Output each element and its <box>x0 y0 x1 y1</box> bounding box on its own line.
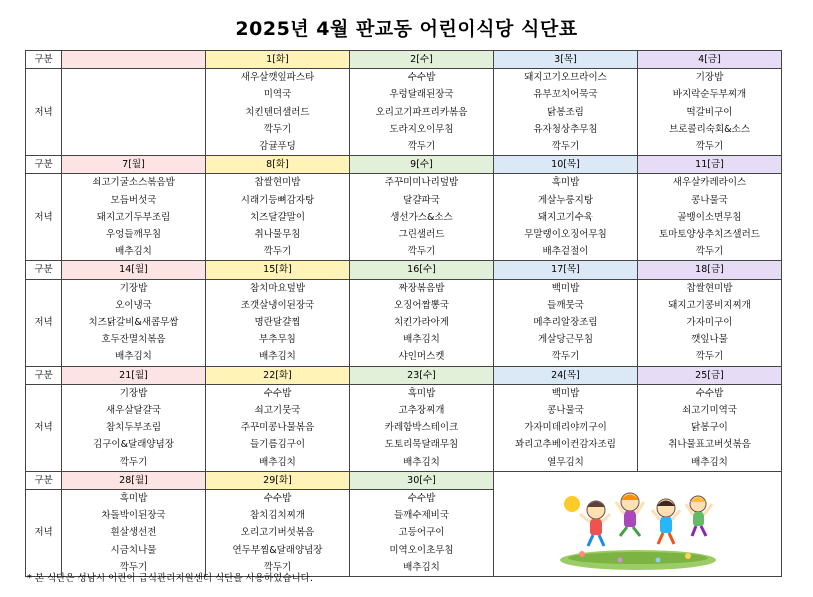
menu-item: 그린샐러드 <box>398 229 445 241</box>
date-cell: 9[수] <box>350 156 494 174</box>
menu-item: 부추무침 <box>259 334 296 346</box>
menu-item: 도라지오이무침 <box>389 123 454 135</box>
menu-item: 유부꼬치어묵국 <box>533 89 598 101</box>
menu-item: 깍두기 <box>551 141 580 153</box>
menu-item: 치즈달걀말이 <box>249 211 306 223</box>
menu-item: 미역오이초무침 <box>389 544 454 556</box>
kids-jumping-illustration <box>538 474 738 574</box>
menu-cell <box>638 384 782 471</box>
date-cell: 7[월] <box>62 156 206 174</box>
menu-item: 모듬버섯국 <box>110 194 157 206</box>
menu-item: 깍두기 <box>695 141 724 153</box>
menu-item: 참치김치찌개 <box>249 510 306 522</box>
menu-cell <box>350 174 494 261</box>
menu-item: 배추김치 <box>115 246 152 258</box>
menu-cell <box>350 384 494 471</box>
menu-cell <box>638 69 782 156</box>
date-cell: 24[목] <box>494 366 638 384</box>
menu-item: 배추김치 <box>403 456 440 468</box>
menu-cell <box>62 384 206 471</box>
menu-item: 새우살깻잎파스타 <box>240 72 315 84</box>
menu-item: 깍두기 <box>263 561 292 573</box>
menu-item: 닭봉조림 <box>547 106 584 118</box>
menu-item: 미역국 <box>263 89 292 101</box>
menu-item: 치킨텐더샐러드 <box>245 106 310 118</box>
menu-item: 유자청상추무침 <box>533 123 598 135</box>
menu-item: 깍두기 <box>407 141 436 153</box>
date-cell: 22[화] <box>206 366 350 384</box>
menu-cell <box>206 384 350 471</box>
menu-item: 호두잔멸치볶음 <box>101 334 166 346</box>
menu-item: 고등어구이 <box>398 527 445 539</box>
menu-item: 수수밥 <box>407 493 436 505</box>
menu-item: 김구이&달래양념장 <box>93 439 174 451</box>
menu-item: 배추김치 <box>691 456 728 468</box>
menu-item: 닭봉구이 <box>691 422 728 434</box>
menu-item: 가자미구이 <box>686 317 733 329</box>
menu-item: 주꾸미미나리덮밥 <box>384 177 459 189</box>
menu-item: 생선가스&소스 <box>390 211 453 223</box>
menu-item: 깻잎나물 <box>691 334 728 346</box>
menu-item: 토마토양상추치즈샐러드 <box>659 229 760 241</box>
menu-cell <box>350 490 494 577</box>
menu-item: 조갯살냉이된장국 <box>240 299 315 311</box>
menu-item: 들깨수제비국 <box>393 510 450 522</box>
menu-item: 배추김치 <box>259 351 296 363</box>
menu-item: 바지락순두부찌개 <box>672 89 747 101</box>
menu-cell <box>350 69 494 156</box>
week-menu-row <box>26 69 782 156</box>
date-cell: 14[월] <box>62 261 206 279</box>
menu-item: 깍두기 <box>551 351 580 363</box>
row-label: 구분 <box>26 156 62 174</box>
menu-item: 배추김치 <box>115 351 152 363</box>
menu-item: 시래기등뼈감자탕 <box>240 194 315 206</box>
menu-item: 짜장볶음밥 <box>398 282 445 294</box>
menu-item: 샤인머스켓 <box>398 351 445 363</box>
menu-item: 기장밥 <box>695 72 724 84</box>
menu-cell <box>638 279 782 366</box>
row-label: 저녁 <box>26 384 62 471</box>
menu-item: 들깨뭇국 <box>547 299 584 311</box>
date-cell <box>62 51 206 69</box>
menu-item: 브로콜리숙회&소스 <box>669 123 750 135</box>
menu-cell <box>494 69 638 156</box>
date-cell: 28[월] <box>62 471 206 489</box>
menu-item: 도토리묵달래무침 <box>384 439 459 451</box>
date-cell: 8[화] <box>206 156 350 174</box>
menu-item: 깍두기 <box>695 246 724 258</box>
menu-item: 들기름김구이 <box>249 439 306 451</box>
menu-item: 오징어짬뽕국 <box>393 299 450 311</box>
date-cell: 21[월] <box>62 366 206 384</box>
menu-item: 감귤푸딩 <box>259 141 296 153</box>
menu-item: 돼지고기수육 <box>537 211 594 223</box>
menu-item: 돼지고기오므라이스 <box>524 72 607 84</box>
row-label: 구분 <box>26 261 62 279</box>
menu-item: 시금치나물 <box>110 544 157 556</box>
menu-item: 우렁달래된장국 <box>389 89 454 101</box>
menu-item: 열무김치 <box>547 456 584 468</box>
menu-item: 카레함박스테이크 <box>384 422 459 434</box>
menu-item: 흑미밥 <box>119 493 148 505</box>
menu-item: 명란달걀찜 <box>254 317 301 329</box>
date-cell: 25[금] <box>638 366 782 384</box>
menu-item: 백미밥 <box>551 387 580 399</box>
date-cell: 3[목] <box>494 51 638 69</box>
menu-item: 배추김치 <box>403 334 440 346</box>
menu-item: 참치두부조림 <box>105 422 162 434</box>
menu-item: 우엉들깨무침 <box>105 229 162 241</box>
menu-item: 꽈리고추베이컨감자조림 <box>515 439 616 451</box>
week-header-row <box>26 51 782 69</box>
menu-item: 기장밥 <box>119 282 148 294</box>
menu-item: 새우살카레라이스 <box>672 177 747 189</box>
menu-item: 오리고기버섯볶음 <box>240 527 315 539</box>
row-label: 구분 <box>26 51 62 69</box>
menu-item: 기장밥 <box>119 387 148 399</box>
menu-item: 찹쌀현미밥 <box>254 177 301 189</box>
menu-cell <box>494 174 638 261</box>
menu-item: 깍두기 <box>407 246 436 258</box>
menu-item: 치즈닭갈비&새콤무쌈 <box>88 317 179 329</box>
menu-item: 흑미밥 <box>407 387 436 399</box>
menu-cell <box>62 69 206 156</box>
menu-item: 콩나물국 <box>547 405 584 417</box>
menu-item: 무말랭이오징어무침 <box>524 229 607 241</box>
row-label: 구분 <box>26 366 62 384</box>
menu-item: 연두부찜&달래양념장 <box>232 544 323 556</box>
menu-item: 쇠고기미역국 <box>681 405 738 417</box>
menu-item: 참치마요덮밥 <box>249 282 306 294</box>
menu-item: 취나물표고버섯볶음 <box>668 439 751 451</box>
menu-cell <box>638 174 782 261</box>
menu-table <box>25 50 782 577</box>
menu-item: 떡갈비구이 <box>686 106 733 118</box>
page-title: 2025년 4월 판교동 어린이식당 식단표 <box>235 18 578 40</box>
menu-item: 배추겉절이 <box>542 246 589 258</box>
date-cell: 2[수] <box>350 51 494 69</box>
menu-cell <box>206 69 350 156</box>
menu-cell <box>350 279 494 366</box>
date-cell: 11[금] <box>638 156 782 174</box>
date-cell: 30[수] <box>350 471 494 489</box>
menu-item: 차돌박이된장국 <box>101 510 166 522</box>
row-label: 저녁 <box>26 174 62 261</box>
week-header-row <box>26 366 782 384</box>
menu-item: 돼지고기두부조림 <box>96 211 171 223</box>
menu-item: 수수밥 <box>263 493 292 505</box>
menu-item: 골뱅이소면무침 <box>677 211 742 223</box>
menu-cell <box>206 279 350 366</box>
menu-item: 쇠고기굴소스볶음밥 <box>92 177 175 189</box>
menu-item: 취나물무침 <box>254 229 301 241</box>
date-cell: 18[금] <box>638 261 782 279</box>
menu-item: 게살당근무침 <box>537 334 594 346</box>
menu-cell <box>494 279 638 366</box>
row-label: 저녁 <box>26 279 62 366</box>
menu-item: 돼지고기콩비지찌개 <box>668 299 751 311</box>
menu-item: 콩나물국 <box>691 194 728 206</box>
menu-item: 고추장찌개 <box>398 405 445 417</box>
week-header-row <box>26 471 782 489</box>
menu-item: 수수밥 <box>407 72 436 84</box>
menu-cell <box>206 174 350 261</box>
menu-cell <box>206 490 350 577</box>
menu-item: 게살누룽지탕 <box>537 194 594 206</box>
date-cell: 17[목] <box>494 261 638 279</box>
menu-item: 새우살달걀국 <box>105 405 162 417</box>
menu-item: 깍두기 <box>119 456 148 468</box>
menu-item: 흑미밥 <box>551 177 580 189</box>
row-label: 구분 <box>26 471 62 489</box>
menu-item: 가자미데리야끼구이 <box>524 422 607 434</box>
menu-item: 배추김치 <box>403 561 440 573</box>
menu-item: 깍두기 <box>263 246 292 258</box>
date-cell: 29[화] <box>206 471 350 489</box>
menu-cell <box>62 279 206 366</box>
row-label: 저녁 <box>26 490 62 577</box>
date-cell: 10[목] <box>494 156 638 174</box>
menu-item: 깍두기 <box>695 351 724 363</box>
menu-item: 메추리알장조림 <box>533 317 598 329</box>
menu-item: 오리고기파프리카볶음 <box>375 106 468 118</box>
menu-item: 흰살생선전 <box>110 527 157 539</box>
menu-cell <box>494 384 638 471</box>
menu-item: 깍두기 <box>263 123 292 135</box>
week-header-row <box>26 261 782 279</box>
menu-item: 찹쌀현미밥 <box>686 282 733 294</box>
week-menu-row <box>26 384 782 471</box>
menu-cell <box>62 490 206 577</box>
menu-cell <box>62 174 206 261</box>
date-cell: 15[화] <box>206 261 350 279</box>
date-cell: 23[수] <box>350 366 494 384</box>
menu-item: 수수밥 <box>263 387 292 399</box>
menu-item: 주꾸미콩나물볶음 <box>240 422 315 434</box>
footnote: * 본 식단은 성남시 어린이 급식관리지원센터 식단을 사용하였습니다. <box>27 573 313 584</box>
row-label: 저녁 <box>26 69 62 156</box>
week-menu-row <box>26 279 782 366</box>
menu-item: 달걀파국 <box>403 194 440 206</box>
date-cell: 1[화] <box>206 51 350 69</box>
menu-item: 수수밥 <box>695 387 724 399</box>
menu-item: 오이냉국 <box>115 299 152 311</box>
decoration-cell <box>494 471 782 576</box>
menu-item: 백미밥 <box>551 282 580 294</box>
menu-item: 배추김치 <box>259 456 296 468</box>
menu-item: 깍두기 <box>119 561 148 573</box>
date-cell: 16[수] <box>350 261 494 279</box>
date-cell: 4[금] <box>638 51 782 69</box>
week-header-row <box>26 156 782 174</box>
menu-item: 치킨가라아게 <box>393 317 450 329</box>
week-menu-row <box>26 174 782 261</box>
menu-item: 쇠고기뭇국 <box>254 405 301 417</box>
